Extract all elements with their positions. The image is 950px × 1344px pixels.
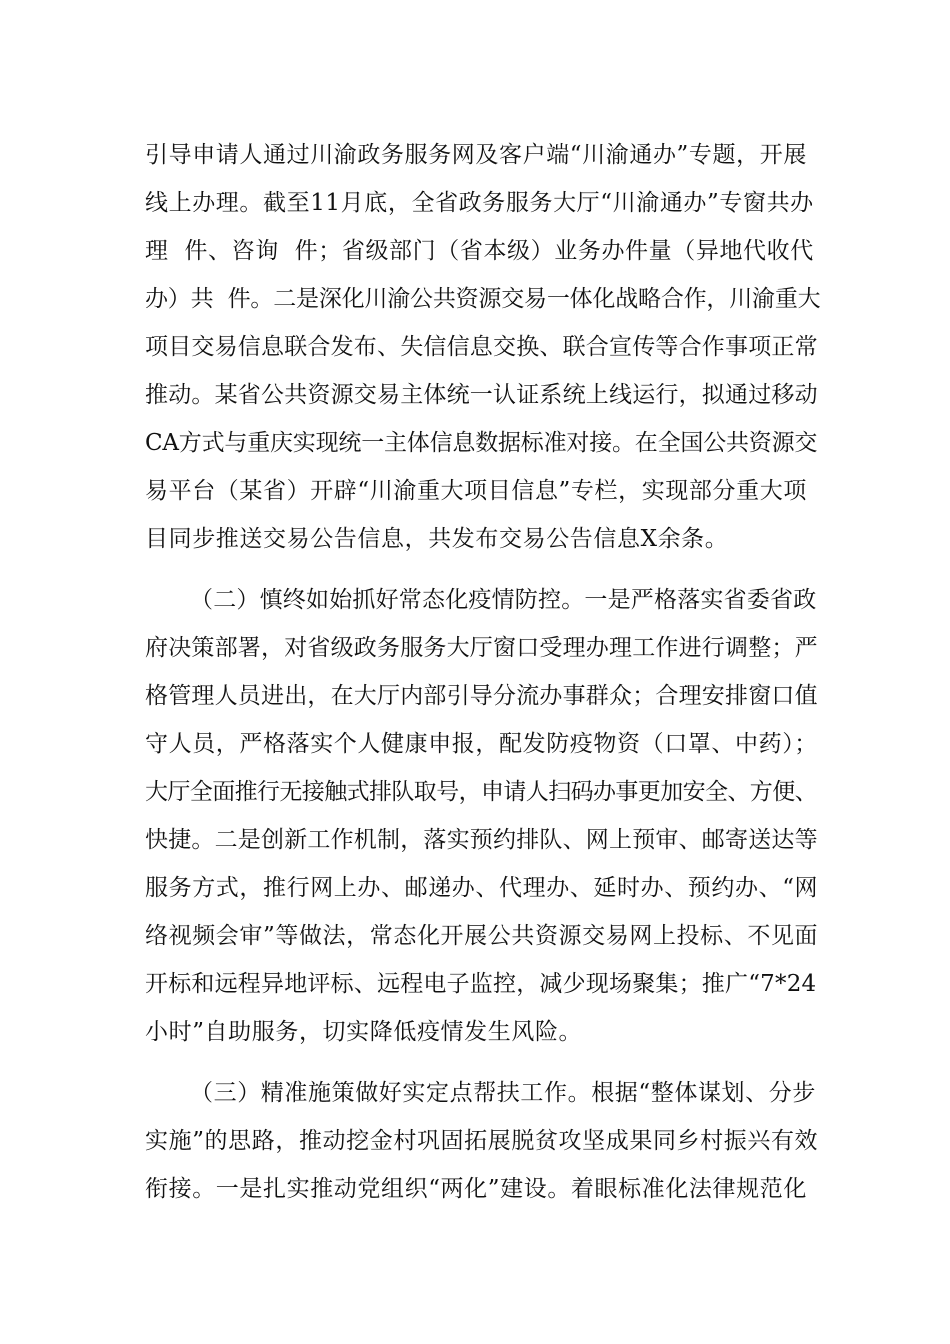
text-line: 开标和远程异地评标、远程电子监控，减少现场聚集；推广“7*24 <box>145 971 817 997</box>
paragraph-heading-2: （二）慎终如始抓好常态化疫情防控。一是严格落实省委省政 <box>190 587 817 613</box>
text-line: 衔接。一是扎实推动党组织“两化”建设。着眼标准化法律规范化 <box>145 1176 807 1202</box>
text-line: CA方式与重庆实现统一主体信息数据标准对接。在全国公共资源交 <box>145 430 818 456</box>
text-line: 易平台（某省）开辟“川渝重大项目信息”专栏，实现部分重大项 <box>145 478 807 504</box>
text-line: 服务方式，推行网上办、邮递办、代理办、延时办、预约办、“网 <box>145 875 819 901</box>
text-line: 大厅全面推行无接触式排队取号，申请人扫码办事更加安全、方便、 <box>145 779 818 805</box>
text-line: 络视频会审”等做法，常态化开展公共资源交易网上投标、不见面 <box>145 923 819 949</box>
text-line: 格管理人员进出，在大厅内部引导分流办事群众；合理安排窗口值 <box>145 683 818 709</box>
text-line: 小时”自助服务，切实降低疫情发生风险。 <box>145 1019 583 1045</box>
text-line: 府决策部署，对省级政务服务大厅窗口受理办理工作进行调整；严 <box>145 635 818 661</box>
text-line: 线上办理。截至11月底，全省政务服务大厅“川渝通办”专窗共办 <box>145 190 814 216</box>
text-line: 守人员，严格落实个人健康申报，配发防疫物资（口罩、中药）； <box>145 731 818 757</box>
paragraph-heading-3: （三）精准施策做好实定点帮扶工作。根据“整体谋划、分步 <box>190 1080 816 1106</box>
text-line: 理 件、咨询 件；省级部门（省本级）业务办件量（异地代收代 <box>145 238 814 264</box>
text-line: 实施”的思路，推动挖金村巩固拓展脱贫攻坚成果同乡村振兴有效 <box>145 1128 819 1154</box>
text-line: 目同步推送交易公告信息，共发布交易公告信息X余条。 <box>145 526 729 552</box>
text-line: 引导申请人通过川渝政务服务网及客户端“川渝通办”专题，开展 <box>145 142 807 168</box>
text-line: 快捷。二是创新工作机制，落实预约排队、网上预审、邮寄送达等 <box>145 827 818 853</box>
text-line: 推动。某省公共资源交易主体统一认证系统上线运行，拟通过移动 <box>145 382 818 408</box>
text-line: 项目交易信息联合发布、失信信息交换、联合宣传等合作事项正常 <box>145 334 818 360</box>
text-line: 办）共 件。二是深化川渝公共资源交易一体化战略合作，川渝重大 <box>145 286 821 312</box>
